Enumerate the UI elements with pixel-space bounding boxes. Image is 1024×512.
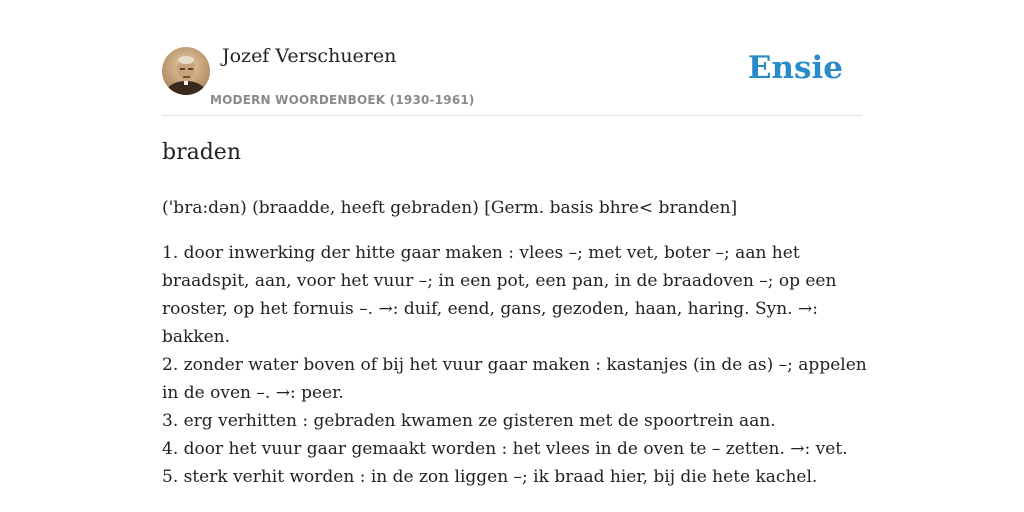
- page-title: braden: [162, 140, 241, 165]
- definition-line: rooster, op het fornuis –. →: duif, eend, gans, gezoden, haan, haring. Syn. →:: [162, 299, 818, 319]
- definition-list: [162, 239, 867, 491]
- definition-line: in de oven –. →: peer.: [162, 383, 344, 403]
- header-divider: [162, 115, 862, 116]
- etymology: ('bra:dən) (braadde, heeft gebraden) [Germ. basis bhre< branden]: [162, 198, 738, 218]
- definition-line: 3. erg verhitten : gebraden kwamen ze gisteren met de spoortrein aan.: [162, 411, 776, 431]
- definition-line: bakken.: [162, 327, 231, 347]
- definition-line: 2. zonder water boven of bij het vuur gaar maken : kastanjes (in de as) –; appelen: [162, 355, 867, 375]
- author-name[interactable]: Jozef Verschueren: [222, 45, 397, 67]
- definition-line: braadspit, aan, voor het vuur –; in een pot, een pan, in de braadoven –; op een: [162, 271, 837, 291]
- author-portrait-icon: [162, 47, 210, 95]
- source-label: MODERN WOORDENBOEK (1930-1961): [210, 93, 475, 107]
- author-avatar[interactable]: [162, 47, 210, 95]
- definition-line: 1. door inwerking der hitte gaar maken : vlees –; met vet, boter –; aan het: [162, 243, 800, 263]
- brand-logo[interactable]: Ensie: [747, 50, 843, 86]
- definition-line: 4. door het vuur gaar gemaakt worden : het vlees in de oven te – zetten. →: vet.: [162, 439, 848, 459]
- definition-line: 5. sterk verhit worden : in de zon liggen –; ik braad hier, bij die hete kachel.: [162, 467, 818, 487]
